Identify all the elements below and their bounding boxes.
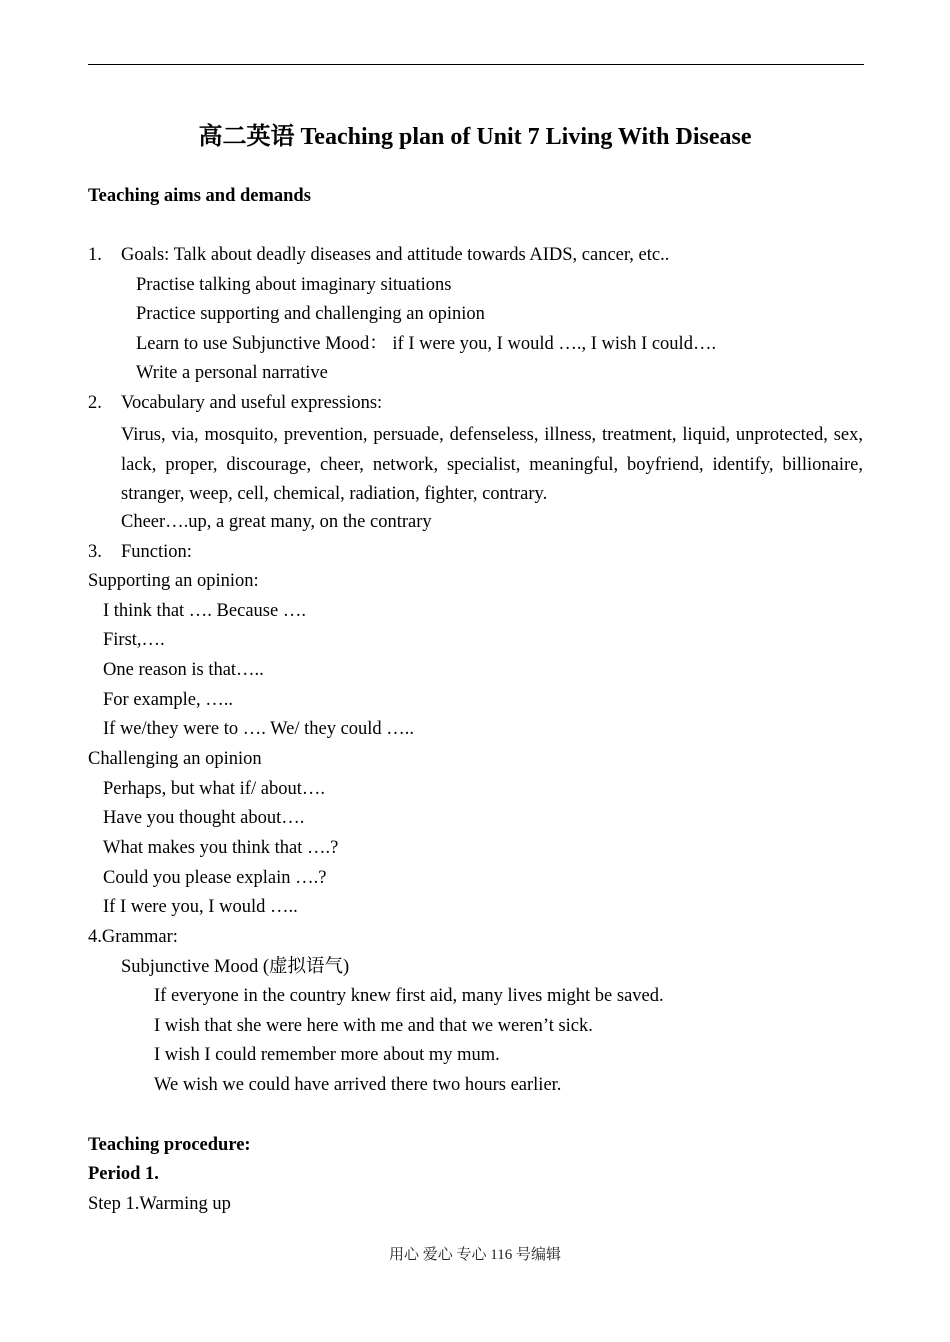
goal-item: Write a personal narrative (136, 363, 328, 383)
supporting-heading: Supporting an opinion: (88, 571, 259, 591)
page-footer: 用心 爱心 专心 116 号编辑 (389, 1247, 561, 1263)
supporting-phrase: One reason is that….. (103, 660, 264, 680)
period-heading: Period 1. (88, 1164, 159, 1184)
goal-item: Practice supporting and challenging an opinion (136, 304, 485, 324)
function-number: 3. (88, 542, 102, 562)
supporting-phrase: For example, ….. (103, 690, 233, 710)
vocabulary-words: Virus, via, mosquito, prevention, persuade, defenseless, illness, treatment, liquid, unprotected, sex, lack, proper, discourage, cheer, network, specialist, meaningful, boyfriend, identify, billionaire, stranger, weep, cell, chemical, radiation, fighter, contrary. (121, 425, 863, 505)
aims-heading: Teaching aims and demands (88, 186, 311, 206)
header-rule (88, 64, 864, 65)
page-title: 高二英语 Teaching plan of Unit 7 Living With Disease (198, 124, 752, 150)
vocabulary-phrases: Cheer….up, a great many, on the contrary (121, 512, 432, 532)
challenging-phrase: Have you thought about…. (103, 808, 305, 828)
challenging-heading: Challenging an opinion (88, 749, 262, 769)
supporting-phrase: If we/they were to …. We/ they could ….. (103, 719, 415, 739)
function-lead: Function: (121, 542, 192, 562)
supporting-phrase: First,…. (103, 630, 165, 650)
supporting-phrase: I think that …. Because …. (103, 601, 306, 621)
vocabulary-number: 2. (88, 393, 102, 413)
grammar-topic: Subjunctive Mood (虚拟语气) (121, 957, 350, 977)
grammar-example: I wish I could remember more about my mum. (154, 1045, 500, 1065)
grammar-lead: 4.Grammar: (88, 927, 178, 947)
grammar-example: We wish we could have arrived there two hours earlier. (154, 1075, 562, 1095)
challenging-phrase: Could you please explain ….? (103, 868, 327, 888)
goal-item: Practise talking about imaginary situations (136, 275, 452, 295)
grammar-example: I wish that she were here with me and that we weren’t sick. (154, 1016, 593, 1036)
goal-item: Learn to use Subjunctive Mood： if I were you, I would …., I wish I could…. (136, 334, 717, 354)
grammar-example: If everyone in the country knew first aid, many lives might be saved. (154, 986, 664, 1006)
challenging-phrase: What makes you think that ….? (103, 838, 339, 858)
challenging-phrase: If I were you, I would ….. (103, 897, 298, 917)
vocabulary-lead: Vocabulary and useful expressions: (121, 393, 383, 413)
step-label: Step 1.Warming up (88, 1194, 231, 1214)
challenging-phrase: Perhaps, but what if/ about…. (103, 779, 325, 799)
goals-number: 1. (88, 245, 102, 265)
goals-lead: Goals: Talk about deadly diseases and attitude towards AIDS, cancer, etc.. (121, 245, 670, 265)
procedure-heading: Teaching procedure: (88, 1135, 251, 1155)
